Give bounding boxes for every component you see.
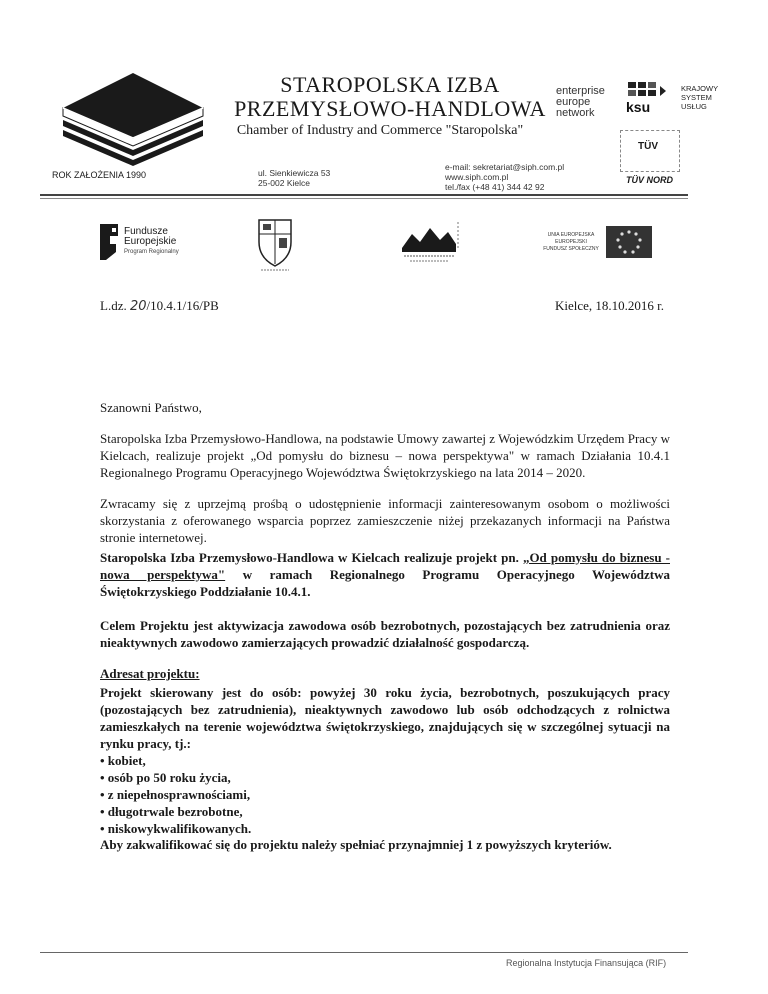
ksu-label xyxy=(681,84,718,111)
fe-line1: Fundusze xyxy=(124,226,168,237)
wup-kielce-logo-icon xyxy=(398,218,460,268)
tuv-nord-logo: TÜV NORD xyxy=(626,175,673,185)
ref-handwritten-number: 20 xyxy=(129,299,147,314)
paragraph-criteria: Aby zakwalifikować się do projektu należy spełniać przynajmniej 1 z powyższych kryteriów. xyxy=(100,837,612,852)
fundusze-europejskie-icon xyxy=(96,222,122,262)
ref-suffix: /10.4.1/16/PB xyxy=(146,298,219,313)
header-divider-thin xyxy=(40,198,688,199)
footer-text: Regionalna Instytucja Finansująca (RIF) xyxy=(506,958,667,968)
org-title-line1: STAROPOLSKA IZBA xyxy=(280,72,500,97)
paragraph-goal: Celem Projektu jest aktywizacja zawodowa osób bezrobotnych, pozostających bez zatrudnienia oraz nieaktywnych zawodowo zamierzających prowadzić działalność gospodarczą. xyxy=(100,618,670,650)
phone-text: tel./fax (+48 41) 344 42 92 xyxy=(445,182,545,192)
ref-prefix: L.dz. xyxy=(100,298,127,313)
paragraph-target-group: Projekt skierowany jest do osób: powyżej 30 roku życia, bezrobotnych, poszukujących pracy (pozostających bez zatrudnienia), nieaktywnych zawodowo lub osób odchodzących z rolnictwa zamieszkałych na terenie województwa świętokrzyskiego, znajdujących się w szczególnej sytuacji na rynku pracy, tj.: xyxy=(100,685,670,751)
ue-line1: UNIA EUROPEJSKA xyxy=(547,232,595,238)
project-text-b: w ramach Regionalnego Programu Operacyjnego Województwa Świętokrzyskiego Poddziałanie 10.4.1. xyxy=(100,567,670,599)
paragraph-intro: Staropolska Izba Przemysłowo-Handlowa, na podstawie Umowy zawartej z Wojewódzkim Urzędem Pracy w Kielcach, realizuje projekt „Od pomysłu do biznesu – nowa perspektywa" w ramach Działania 10.4.1 Regionalnego Programu Operacyjnego Województwa Świętokrzyskiego na lata 2014 – 2020. xyxy=(100,431,670,480)
email-text: e-mail: sekretariat@siph.com.pl xyxy=(445,162,565,172)
ue-line2: EUROPEJSKI xyxy=(555,239,587,245)
een-line1: enterprise xyxy=(556,85,605,97)
fe-line2: Europejskie xyxy=(124,236,177,247)
adresat-heading: Adresat projektu: xyxy=(100,666,200,681)
address-city: 25-002 Kielce xyxy=(258,178,310,188)
list-item: • kobiet, xyxy=(100,753,146,768)
greeting: Szanowni Państwo, xyxy=(100,400,202,415)
reference-number xyxy=(100,298,219,314)
een-line2: europe xyxy=(556,96,591,108)
ksu-line2: SYSTEM xyxy=(681,93,712,102)
fundusze-europejskie-logo xyxy=(124,227,179,257)
org-title-line2: PRZEMYSŁOWO-HANDLOWA xyxy=(234,96,546,121)
ue-line3: FUNDUSZ SPOŁECZNY xyxy=(543,246,599,252)
list-item: • osób po 50 roku życia, xyxy=(100,770,231,785)
founded-text: ROK ZAŁOŻENIA 1990 xyxy=(52,170,147,180)
ksu-line3: USŁUG xyxy=(681,102,707,111)
paragraph-request: Zwracamy się z uprzejmą prośbą o udostępnienie informacji zainteresowanym osobom o możliwości skorzystania z oferowanego wsparcia poprzez zamieszczenie niżej przekazanych informacji na Państwa stronie internetowej. xyxy=(100,496,670,545)
tuv-label: TÜV xyxy=(638,141,658,152)
eu-flag-icon xyxy=(606,226,652,258)
org-subtitle: Chamber of Industry and Commerce "Staropolska" xyxy=(236,123,524,138)
list-item: • z niepełnosprawnościami, xyxy=(100,787,251,802)
list-item: • niskowykwalifikowanych. xyxy=(100,821,252,836)
project-text-a: Staropolska Izba Przemysłowo-Handlowa w Kielcach realizuje projekt pn. xyxy=(100,550,523,565)
address-block xyxy=(258,168,330,188)
target-group-list xyxy=(100,752,251,837)
swietokrzyskie-coat-of-arms-icon xyxy=(255,216,295,272)
project-name: „Od pomysłu do biznesu - nowa perspektywa" xyxy=(100,550,670,582)
contact-block xyxy=(445,162,564,192)
ue-efs-label xyxy=(540,232,602,253)
list-item: • długotrwale bezrobotne, xyxy=(100,804,243,819)
address-street: ul. Sienkiewicza 53 xyxy=(258,168,331,178)
website-text: www.siph.com.pl xyxy=(445,172,509,182)
een-logo xyxy=(556,86,605,119)
ksu-logo-text: ksu xyxy=(626,99,651,115)
fe-line3: Program Regionalny xyxy=(124,249,179,255)
footer-divider xyxy=(40,952,688,953)
ksu-line1: KRAJOWY xyxy=(681,84,719,93)
ksu-logo-icon xyxy=(626,80,676,120)
letter-date: Kielce, 18.10.2016 r. xyxy=(555,298,665,313)
paragraph-project xyxy=(100,549,670,600)
een-line3: network xyxy=(556,107,595,119)
header-divider xyxy=(40,194,688,196)
